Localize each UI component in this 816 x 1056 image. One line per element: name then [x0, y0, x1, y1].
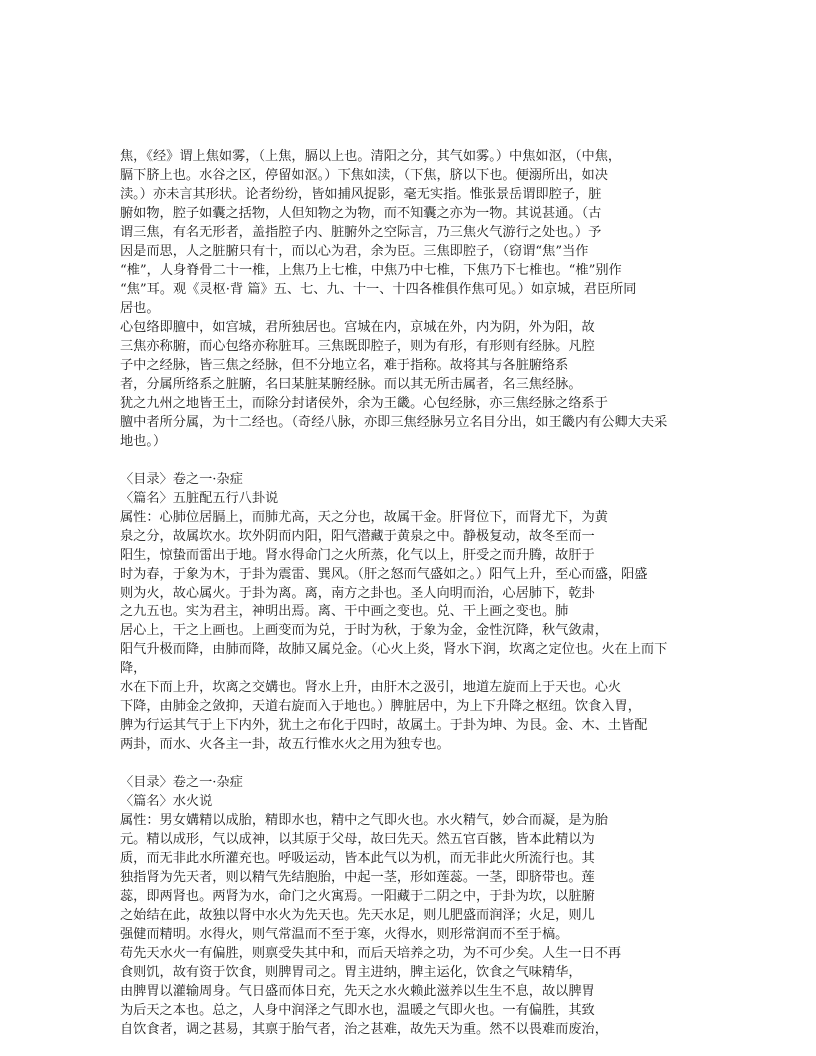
text-line: 两卦，而水、火各主一卦，故五行惟水火之用为独专也。	[120, 737, 450, 753]
text-line: 苟先天水火一有偏胜，则禀受失其中和，而后天培养之功，为不可少矣。人生一日不再	[120, 946, 622, 962]
text-line: 居也。	[120, 300, 160, 316]
text-line: 阳气升极而降，由肺而降，故肺又属兑金。（心火上炎，肾水下润，坎离之定位也。火在上而下	[120, 642, 668, 658]
text-line: 独指肾为先天者，则以精气先结胞胎，中起一茎，形如莲蕊。一茎，即脐带也。莲	[120, 870, 595, 886]
text-line: 膈下脐上也。水谷之区，停留如沤。）下焦如渎，（下焦，脐以下也。便溺所出，如决	[120, 167, 608, 183]
text-line: 元。精以成形，气以成神，以其原于父母，故曰先天。然五官百骸，皆本此精以为	[120, 832, 595, 848]
text-line: 降，	[120, 661, 147, 677]
text-line: 子中之经脉，皆三焦之经脉，但不分地立名，难于指称。故将其与各脏腑络系	[120, 357, 569, 373]
text-line: 犹之九州之地皆王土，而除分封诸侯外，余为王畿。心包经脉，亦三焦经脉之络系于	[120, 395, 608, 411]
directory-label: 〈目录〉卷之一·杂症	[120, 471, 243, 487]
text-line: 之始结在此，故独以肾中水火为先天也。先天水足，则儿肥盛而润泽；火足，则儿	[120, 908, 595, 924]
chapter-title: 〈篇名〉水火说	[120, 794, 213, 810]
text-line: 泉之分，故属坎水。坎外阴而内阳，阳气潜藏于黄泉之中。静极复动，故冬至而一	[120, 528, 595, 544]
text-line: 则为火，故心属火。于卦为离。离，南方之卦也。圣人向明而治，心居肺下，乾卦	[120, 585, 595, 601]
text-line: 下降，由肺金之敛抑，天道右旋而入于地也。）脾脏居中，为上下升降之枢纽。饮食入胃，	[120, 699, 641, 715]
text-line: 腑如物，腔子如囊之括物，人但知物之为物，而不知囊之亦为一物。其说甚通。（古	[120, 205, 602, 221]
text-line: 时为春，于象为木，于卦为震雷、巽风。（肝之怒而气盛如之。）阳气上升，至心而盛，阳盛	[120, 566, 648, 582]
text-line: 膻中者所分属，为十二经也。（奇经八脉，亦即三焦经脉另立名目分出，如王畿内有公卿大夫采	[120, 414, 668, 430]
text-line: 地也。）	[120, 433, 167, 449]
text-line: 蕊，即两肾也。两肾为水，命门之火寓焉。一阳藏于二阴之中，于卦为坎，以脏腑	[120, 889, 595, 905]
text-line: 谓三焦，有名无形者，盖指腔子内、脏腑外之空际言，乃三焦火气游行之处也。）予	[120, 224, 602, 240]
text-line: 居心上，干之上画也。上画变而为兑，于时为秋，于象为金，金性沉降，秋气敛肃，	[120, 623, 608, 639]
text-line: 属性：心肺位居膈上，而肺尤高，天之分也，故属干金。肝肾位下，而肾尤下，为黄	[120, 509, 608, 525]
text-line: 脾为行运其气于上下内外，犹土之布化于四时，故属土。于卦为坤、为艮。金、木、土皆配	[120, 718, 648, 734]
text-line: “椎”，人身脊骨二十一椎，上焦乃上七椎，中焦乃中七椎，下焦乃下七椎也。“椎”别作	[120, 262, 622, 278]
text-line: 属性：男女媾精以成胎，精即水也，精中之气即火也。水火精气，妙合而凝，是为胎	[120, 813, 608, 829]
text-line: 水在下而上升，坎离之交媾也。肾水上升，由肝木之汲引，地道左旋而上于天也。心火	[120, 680, 622, 696]
text-line: 强健而精明。水得火，则气常温而不至于寒，火得水，则形常润而不至于槁。	[120, 927, 569, 943]
text-line: 渎。）亦未言其形状。论者纷纷，皆如捕风捉影，毫无实指。惟张景岳谓即腔子，脏	[120, 186, 602, 202]
text-line: 阳生，惊蛰而雷出于地。肾水得命门之火所蒸，化气以上，肝受之而升腾，故肝于	[120, 547, 595, 563]
text-line: “焦”耳。观《灵枢·背 篇》五、七、九、十一、十四各椎俱作焦可见。）如京城，君臣所同	[120, 281, 637, 297]
text-line: 质，而无非此水所灌充也。呼吸运动，皆本此气以为机，而无非此火所流行也。其	[120, 851, 595, 867]
text-line: 自饮食者，调之甚易，其禀于胎气者，治之甚难，故先天为重。然不以畏难而废治，	[120, 1022, 608, 1038]
directory-label: 〈目录〉卷之一·杂症	[120, 775, 243, 791]
text-line: 之九五也。实为君主，神明出焉。离、干中画之变也。兑、干上画之变也。肺	[120, 604, 569, 620]
text-line: 心包络即膻中，如宫城，君所独居也。宫城在内，京城在外，内为阴，外为阳，故	[120, 319, 595, 335]
text-line: 因是而思，人之脏腑只有十，而以心为君，余为臣。三焦即腔子，（窃谓“焦”当作	[120, 243, 589, 259]
chapter-title: 〈篇名〉五脏配五行八卦说	[120, 490, 279, 506]
text-line: 者，分属所络系之脏腑，名曰某脏某腑经脉。而以其无所击属者，名三焦经脉。	[120, 376, 582, 392]
text-line: 焦，《经》谓上焦如雾，（上焦，膈以上也。清阳之分，其气如雾。）中焦如沤，（中焦，	[120, 149, 622, 164]
text-line: 三焦亦称腑，而心包络亦称脏耳。三焦既即腔子，则为有形，有形则有经脉。凡腔	[120, 338, 595, 354]
text-line: 食则饥，故有资于饮食，则脾胃司之。胃主进纳，脾主运化，饮食之气味精华，	[120, 965, 582, 981]
text-line: 为后天之本也。总之，人身中润泽之气即水也，温暖之气即火也。一有偏胜，其致	[120, 1003, 595, 1019]
text-line: 由脾胃以灌输周身。气日盛而体日充，先天之水火赖此滋养以生生不息，故以脾胃	[120, 984, 595, 1000]
